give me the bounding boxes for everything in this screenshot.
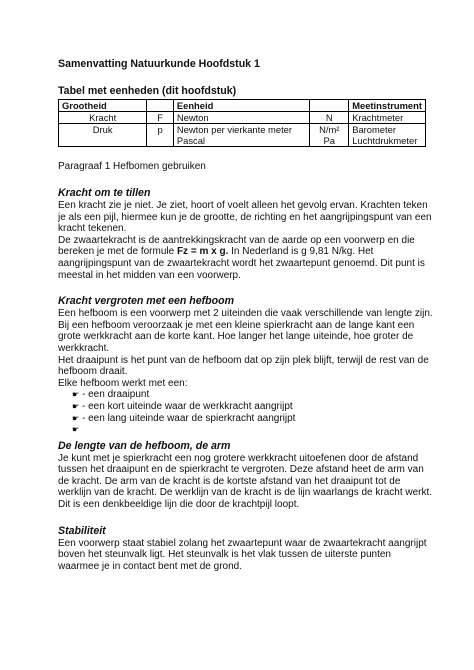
text-line: werklijn van de kracht. De werklijn van de kracht is de lijn waarlangs de kracht werkt.	[58, 487, 433, 499]
list-item-text: - een draaipunt	[82, 389, 150, 401]
units-table	[58, 99, 426, 147]
cell-line: Pascal	[176, 135, 205, 146]
pointing-hand-bullet-icon: ☛	[72, 401, 80, 411]
document-title: Samenvatting Natuurkunde Hoofdstuk 1	[58, 58, 260, 70]
cell-eenheid	[173, 124, 309, 147]
section-body-kracht-tillen	[58, 200, 432, 281]
text-line: De zwaartekracht is de aantrekkingskracht van de aarde op een voorwerp en die	[58, 234, 415, 246]
text-line: waarmee je in contact bent met de grond.	[58, 560, 242, 572]
text-line: Een hefboom is een voorwerp met 2 uiteinden die vaak verschillende van lengte zijn.	[58, 308, 433, 320]
cell-eenheid-symbol	[310, 112, 349, 124]
table-row	[59, 124, 426, 147]
text-line: je als een pijl, hiermee kun je de grootte, de richting en het aangrijpingspunt van een	[58, 211, 432, 223]
cell-line: Barometer	[352, 124, 396, 135]
paragraph-title: Paragraaf 1 Hefbomen gebruiken	[58, 161, 206, 172]
cell-grootheid: Druk	[59, 124, 147, 147]
text-line: meestal in het midden van een voorwerp.	[58, 269, 241, 281]
table-header-row	[59, 100, 426, 112]
text-line: Het draaipunt is het punt van de hefboom dat op zijn plek blijft, terwijl de rest van de	[58, 354, 429, 366]
pointing-hand-bullet-icon: ☛	[72, 413, 80, 423]
text-line: kracht tekenen.	[58, 223, 127, 235]
cell-grootheid: Kracht	[59, 112, 147, 124]
cell-line: Luchtdrukmeter	[352, 135, 418, 146]
cell-line: Newton per vierkante meter	[176, 124, 293, 135]
cell-eenheid	[173, 112, 309, 124]
text-line: grote werkkracht aan de korte kant. Hoe langer het lange uiteinde, hoe groter de	[58, 331, 414, 343]
cell-line: Newton	[176, 112, 209, 123]
text-line: tussen het draaipunt en de spierkracht te vergroten. Deze afstand heet de arm van	[58, 464, 424, 476]
document-content	[58, 58, 433, 572]
cell-meetinstrument	[349, 124, 426, 147]
text-line: Je kunt met je spierkracht een nog grotere werkkracht uitoefenen door de afstand	[58, 452, 419, 464]
section-heading-kracht-vergroten: Kracht vergroten met een hefboom	[58, 295, 235, 308]
cell-symbol: p	[147, 124, 174, 147]
pointing-hand-bullet-icon: ☛	[72, 390, 80, 400]
table-caption: Tabel met eenheden (dit hoofdstuk)	[58, 85, 237, 97]
text-line: werkkracht.	[58, 342, 110, 354]
section-body-lengte-arm	[58, 452, 433, 511]
cell-line: Krachtmeter	[352, 112, 404, 123]
hefboom-bullet-list	[58, 389, 426, 435]
list-item-text: - een lang uiteinde waar de spierkracht aangrijpt	[82, 412, 296, 424]
text-line: Elke hefboom werkt met een:	[58, 377, 188, 389]
text-line: hefboom draait.	[58, 366, 128, 378]
table-row	[59, 112, 426, 124]
cell-line: Pa	[323, 135, 335, 146]
list-item	[72, 424, 426, 436]
section-heading-stabiliteit: Stabiliteit	[58, 524, 106, 537]
cell-symbol: F	[147, 112, 174, 124]
formula-fz: Fz = m x g.	[176, 246, 229, 258]
section-body-kracht-vergroten	[58, 308, 433, 389]
list-item	[72, 389, 426, 401]
cell-line: N	[325, 112, 333, 123]
pointing-hand-bullet-icon: ☛	[72, 425, 80, 435]
cell-meetinstrument	[349, 112, 426, 124]
text-line: Een kracht zie je niet. Je ziet, hoort of voelt alleen het gevolg ervan. Krachten teken	[58, 200, 428, 211]
section-body-stabiliteit	[58, 538, 426, 573]
text-line: Bij een hefboom veroorzaak je met een kleine spierkracht aan de lange kant een	[58, 319, 415, 331]
text-line: bereken je met de formule Fz = m x g. In Nederland is g 9,81 N/kg. Het	[58, 246, 374, 258]
list-item	[72, 413, 426, 425]
text-line: de kracht. De arm van de kracht is de kortste afstand van het draaipunt tot de	[58, 475, 401, 487]
text-line: Dit is een denkbeeldige lijn die door de krachtpijl loopt.	[58, 499, 300, 511]
section-heading-kracht-tillen: Kracht om te tillen	[58, 187, 151, 199]
header-grootheid: Grootheid	[59, 100, 147, 112]
list-item	[72, 401, 426, 413]
header-eenheid: Eenheid	[173, 100, 309, 112]
cell-line: N/m²	[319, 124, 340, 135]
cell-eenheid-symbol	[310, 124, 349, 147]
section-heading-lengte-arm: De lengte van de hefboom, de arm	[58, 439, 231, 452]
text-line: aangrijpingspunt van de zwaartekracht wordt het zwaartepunt genoemd. Dit punt is	[58, 257, 425, 269]
header-symbol	[147, 100, 174, 112]
header-eenheid-symbol	[310, 100, 349, 112]
text-line: Een voorwerp staat stabiel zolang het zwaartepunt waar de zwaartekracht aangrijpt	[58, 537, 427, 549]
text-line: boven het steunvalk ligt. Het steunvalk is het vlak tussen de uiterste punten	[58, 549, 391, 561]
list-item-text: - een kort uiteinde waar de werkkracht aangrijpt	[82, 400, 293, 412]
header-meetinstrument: Meetinstrument	[349, 100, 426, 112]
